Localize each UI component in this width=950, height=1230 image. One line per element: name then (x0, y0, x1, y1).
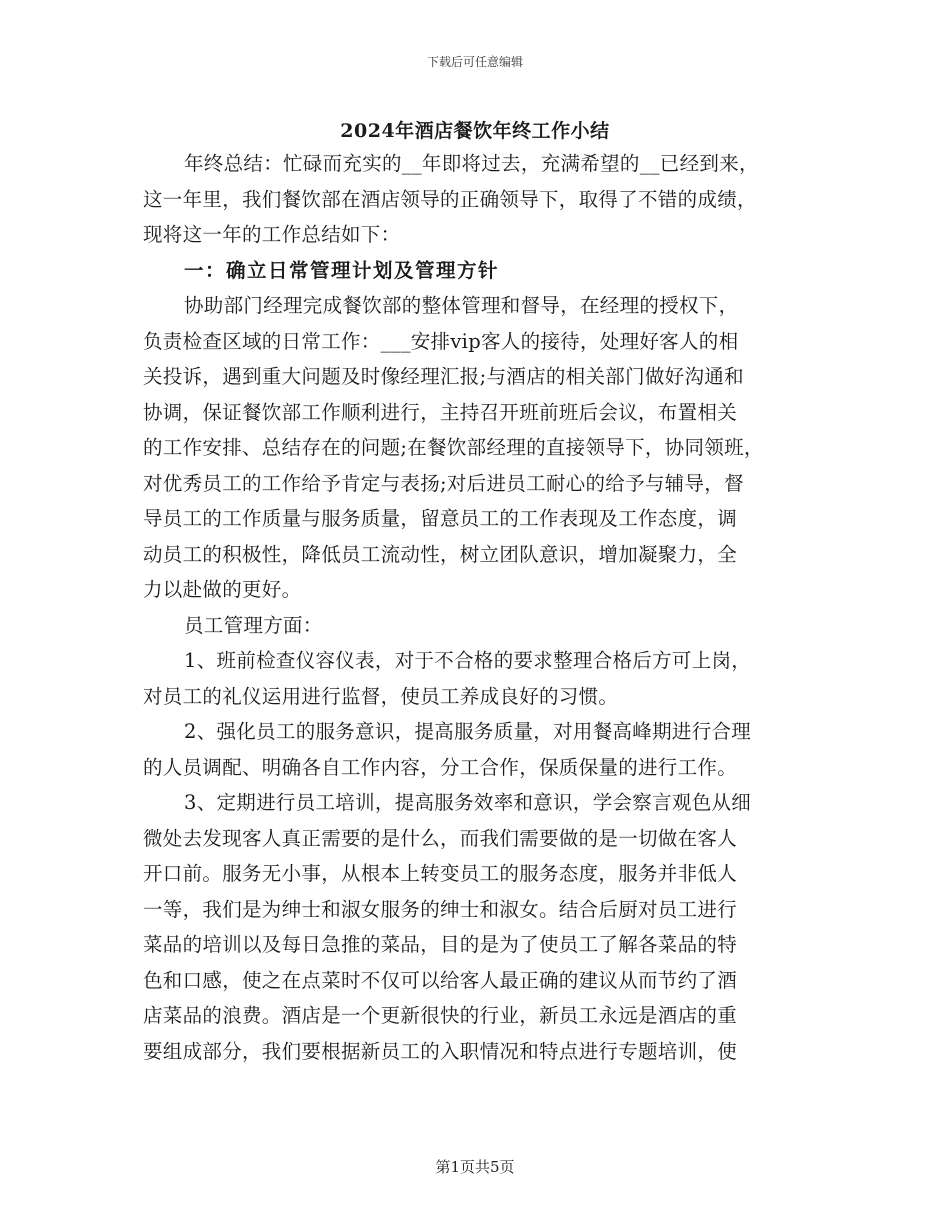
paragraph-line: 这一年里，我们餐饮部在酒店领导的正确领导下，取得了不错的成绩， (143, 187, 757, 211)
paragraph-line: 菜品的培训以及每日急推的菜品，目的是为了使员工了解各菜品的特 (143, 933, 738, 956)
paragraph-line: 3、定期进行员工培训，提高服务效率和意识，学会察言观色从细 (184, 791, 752, 814)
paragraph-line: 的人员调配、明确各自工作内容，分工合作，保质保量的进行工作。 (143, 755, 738, 779)
subsection-label: 员工管理方面： (184, 613, 323, 637)
paragraph-line: 负责检查区域的日常工作：___安排vip客人的接待，处理好客人的相 (143, 329, 739, 353)
paragraph-line: 对员工的礼仪运用进行监督，使员工养成良好的习惯。 (143, 684, 619, 708)
paragraph-line: 现将这一年的工作总结如下： (143, 223, 401, 246)
paragraph-line: 要组成部分，我们要根据新员工的入职情况和特点进行专题培训，使 (143, 1039, 738, 1063)
paragraph-line: 导员工的工作质量与服务质量，留意员工的工作表现及工作态度，调 (143, 507, 738, 530)
paragraph-line: 一等，我们是为绅士和淑女服务的绅士和淑女。结合后厨对员工进行 (143, 897, 738, 921)
paragraph-line: 2、强化员工的服务意识，提高服务质量，对用餐高峰期进行合理 (184, 720, 752, 743)
paragraph-line: 动员工的积极性，降低员工流动性，树立团队意识，增加凝聚力，全 (143, 542, 738, 566)
paragraph-line: 力以赴做的更好。 (143, 578, 302, 601)
paragraph-line: 协调，保证餐饮部工作顺利进行，主持召开班前班后会议，布置相关 (143, 400, 738, 424)
paragraph-line: 开口前。服务无小事，从根本上转变员工的服务态度，服务并非低人 (143, 862, 738, 885)
header-note: 下载后可任意编辑 (426, 55, 523, 69)
paragraph-line: 1、班前检查仪容仪表，对于不合格的要求整理合格后方可上岗， (184, 649, 752, 672)
paragraph-line: 色和口感，使之在点菜时不仅可以给客人最正确的建议从而节约了酒 (143, 968, 738, 992)
paragraph-line: 年终总结：忙碌而充实的__年即将过去，充满希望的__已经到来， (184, 152, 759, 175)
paragraph-line: 协助部门经理完成餐饮部的整体管理和督导，在经理的授权下， (184, 294, 739, 317)
paragraph-line: 微处去发现客人真正需要的是什么，而我们需要做的是一切做在客人 (143, 826, 738, 850)
document-body (143, 146, 815, 1069)
document-title: 2024年酒店餐饮年终工作小结 (340, 120, 610, 142)
paragraph-line: 对优秀员工的工作给予肯定与表扬;对后进员工耐心的给予与辅导，督 (143, 471, 744, 495)
section-heading: 一：确立日常管理计划及管理方针 (184, 258, 500, 282)
page-footer: 第1页共5页 (435, 1158, 515, 1176)
paragraph-line: 关投诉，遇到重大问题及时像经理汇报;与酒店的相关部门做好沟通和 (143, 365, 744, 388)
paragraph-line: 店菜品的浪费。酒店是一个更新很快的行业，新员工永远是酒店的重 (143, 1004, 738, 1027)
paragraph-line: 的工作安排、总结存在的问题;在餐饮部经理的直接领导下，协同领班， (143, 436, 764, 459)
